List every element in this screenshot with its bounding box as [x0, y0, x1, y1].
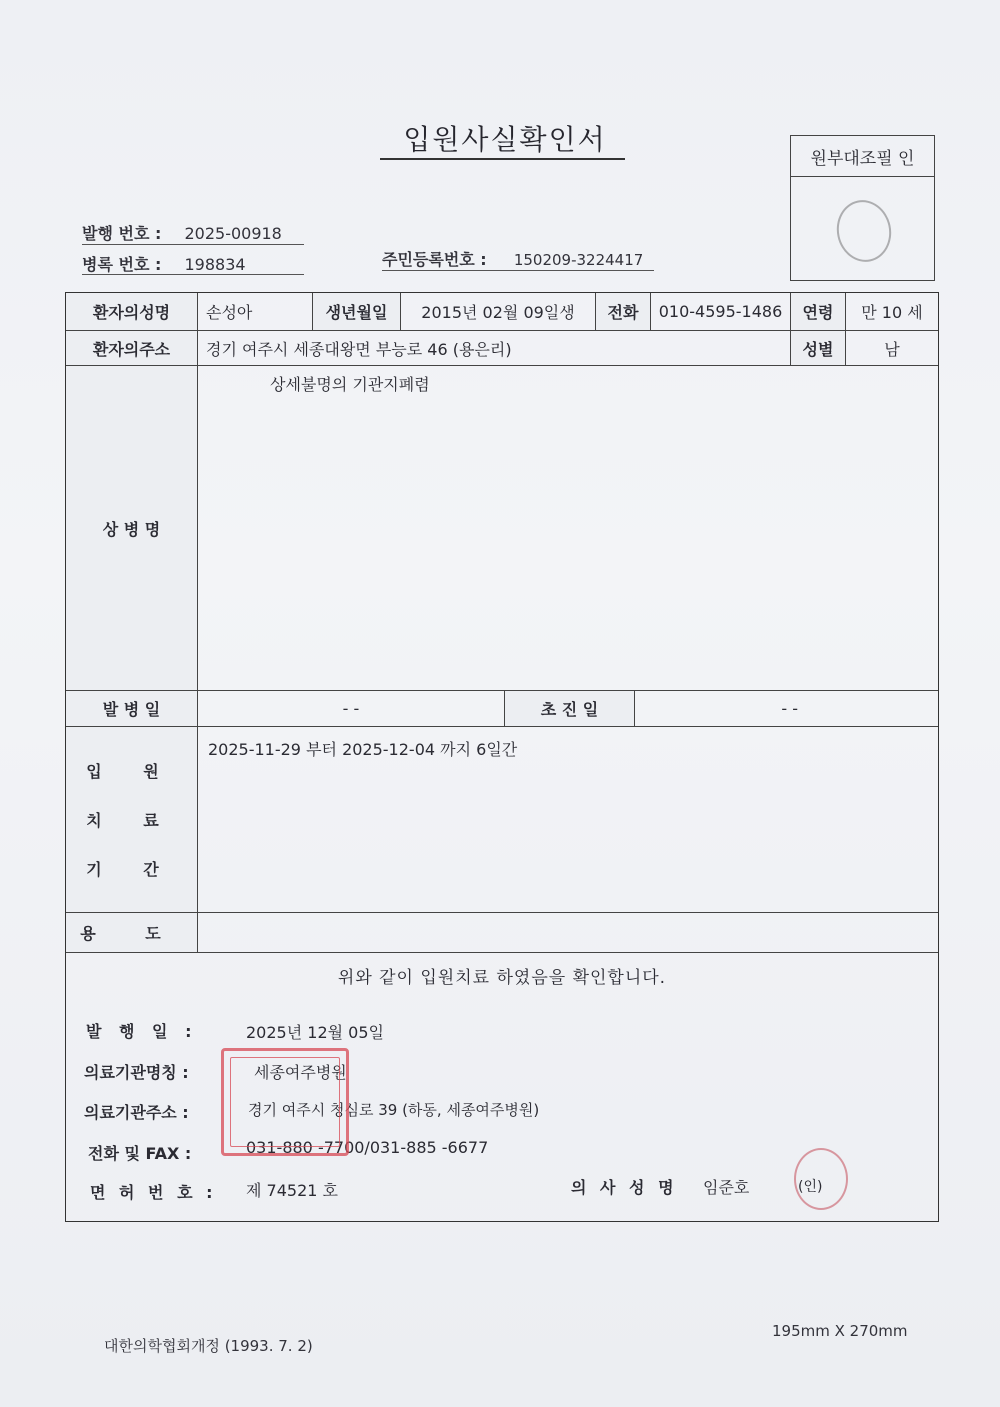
sex-value: 남	[846, 331, 938, 366]
period-label-duration: 기 간	[86, 860, 177, 879]
first-visit-label: 초 진 일	[505, 691, 635, 727]
hospital-seal-icon	[221, 1048, 349, 1156]
title-underline	[380, 158, 625, 160]
doctor-seal-icon	[794, 1148, 848, 1210]
issue-number-underline	[82, 244, 304, 245]
age-label: 연령	[791, 293, 846, 331]
admission-form-table	[65, 292, 939, 1222]
onset-date-label: 발 병 일	[66, 691, 198, 727]
resident-number-underline	[382, 270, 654, 271]
doctor-name-label: 의 사 성 명	[571, 1178, 678, 1197]
resident-number-value: 150209-3224417	[513, 251, 644, 269]
doctor-name-value: 임준호	[703, 1178, 750, 1197]
stamp-box-label: 원부대조필 인	[791, 136, 934, 177]
address-value: 경기 여주시 세종대왕면 부능로 46 (용은리)	[198, 331, 791, 366]
verification-stamp-box	[790, 135, 935, 281]
ward-number-label: 병록 번호 :	[82, 255, 162, 274]
issue-number-value: 2025-00918	[184, 224, 282, 243]
diagnosis-cell	[198, 366, 938, 691]
age-value: 만 10 세	[846, 293, 938, 331]
issue-date-value: 2025년 12월 05일	[246, 1023, 384, 1042]
birth-date-label: 생년월일	[313, 293, 401, 331]
resident-number-row	[382, 247, 643, 270]
license-number-value: 제 74521 호	[246, 1181, 338, 1200]
ward-number-underline	[82, 274, 304, 275]
diagnosis-label: 상 병 명	[66, 366, 198, 691]
phone-value: 010-4595-1486	[651, 293, 791, 331]
resident-number-label: 주민등록번호 :	[382, 250, 487, 269]
license-number-label: 면 허 번 호 :	[90, 1183, 217, 1202]
diagnosis-value: 상세불명의 기관지폐렴	[270, 375, 430, 394]
period-value: 2025-11-29 부터 2025-12-04 까지 6일간	[208, 740, 518, 759]
hospital-address-label: 의료기관주소 :	[84, 1103, 189, 1122]
birth-date-value: 2015년 02월 09일생	[401, 293, 596, 331]
period-label-admission: 입 원	[86, 762, 177, 781]
purpose-label: 용 도	[66, 913, 198, 953]
hospital-phone-value: 031-880 -7700/031-885 -6677	[246, 1138, 489, 1157]
period-cell	[198, 727, 938, 913]
period-label-treatment: 치 료	[86, 811, 177, 830]
hospital-phone-label: 전화 및 FAX :	[88, 1144, 192, 1163]
document-title: 입원사실확인서	[403, 123, 607, 156]
ward-number-value: 198834	[184, 255, 246, 274]
issue-number-label: 발행 번호 :	[82, 224, 162, 243]
hospital-name-label: 의료기관명칭 :	[84, 1063, 189, 1082]
patient-name-value: 손성아	[198, 293, 313, 331]
confirmation-statement: 위와 같이 입원치료 하였음을 확인합니다.	[337, 968, 667, 988]
footer-revision-note: 대한의학협회개정 (1993. 7. 2)	[104, 1337, 313, 1355]
patient-name-label: 환자의성명	[66, 293, 198, 331]
period-label-cell	[66, 727, 198, 913]
hospital-address-value: 경기 여주시 청심로 39 (하동, 세종여주병원)	[248, 1101, 540, 1119]
ward-number-row	[82, 252, 246, 275]
footer-paper-size: 195mm X 270mm	[772, 1322, 908, 1340]
issue-date-label: 발 행 일 :	[86, 1022, 198, 1041]
phone-label: 전화	[596, 293, 651, 331]
issue-number-row	[82, 221, 282, 244]
sex-label: 성별	[791, 331, 846, 366]
purpose-value	[198, 913, 938, 953]
doctor-seal-mark: (인)	[798, 1179, 823, 1195]
faint-seal-icon	[831, 195, 897, 267]
onset-date-value: - -	[198, 691, 505, 727]
first-visit-value: - -	[635, 691, 938, 727]
hospital-name-value: 세종여주병원	[254, 1063, 347, 1082]
address-label: 환자의주소	[66, 331, 198, 366]
